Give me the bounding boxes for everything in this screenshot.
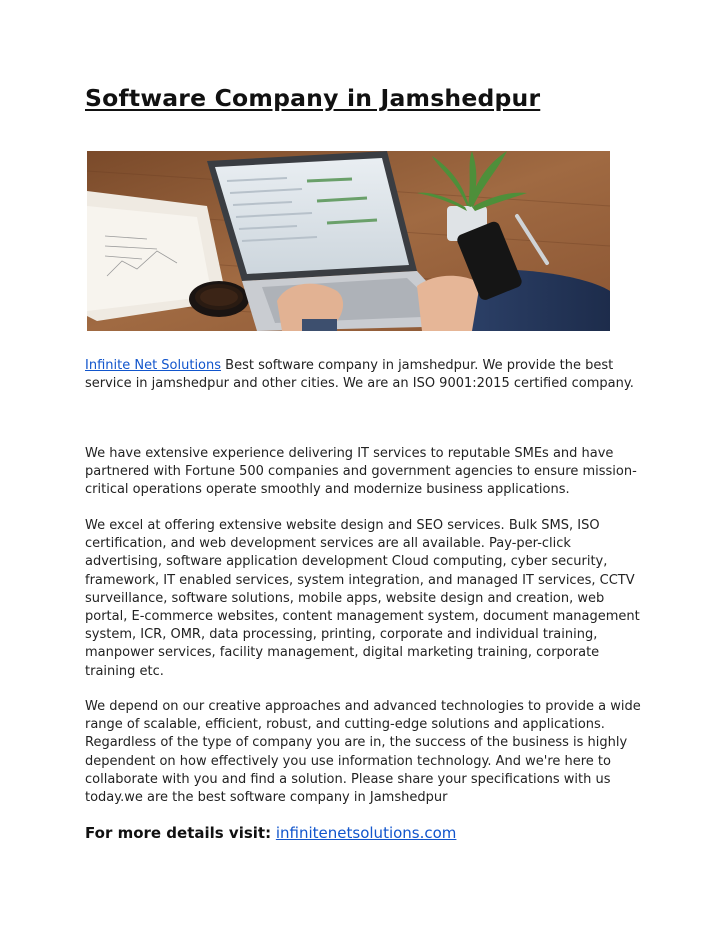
coffee-cup [189,281,249,317]
experience-paragraph [85,445,645,500]
more-details-label: For more details visit: [85,824,272,842]
services-paragraph [85,517,645,681]
approach-text: We depend on our creative approaches and advanced technologies to provide a wide range of scalable, efficient, robust, and cutting-edge solutions and applications. Regardless of the type of company you are in, the success of the business is highly dependent on how effectively you use information technology. And we're here to collaborate with you and find a solution. Please share your specifications with us today.we are the best software company in Jamshedpur [85,699,641,806]
intro-paragraph [85,357,645,393]
services-text: We excel at offering extensive website design and SEO services. Bulk SMS, ISO certification, and web development services are all available. Pay-per-click advertising, software application development Cloud computing, cyber security, framework, IT enabled services, system integration, and managed IT services, CCTV surveillance, software solutions, mobile apps, website design and creation, web portal, E-commerce websites, content management system, document management system, ICR, OMR, data processing, printing, corporate and individual training, manpower services, facility management, digital marketing training, corporate training etc. [85,518,640,679]
company-link[interactable]: Infinite Net Solutions [85,358,222,373]
approach-paragraph [85,698,645,807]
intro-text: Best software company in jamshedpur. We provide the best service in jamshedpur and other cities. We are an ISO 9001:2015 certified company. [85,358,634,392]
experience-text: We have extensive experience delivering IT services to reputable SMEs and have partnered with Fortune 500 companies and government agencies to ensure mission-critical operations operate smoothly and modernize business applications. [85,446,637,498]
hero-photo [87,151,610,331]
more-details [85,824,456,842]
website-link[interactable]: infinitenetsolutions.com [275,824,457,842]
page-title: Software Company in Jamshedpur [85,84,541,112]
